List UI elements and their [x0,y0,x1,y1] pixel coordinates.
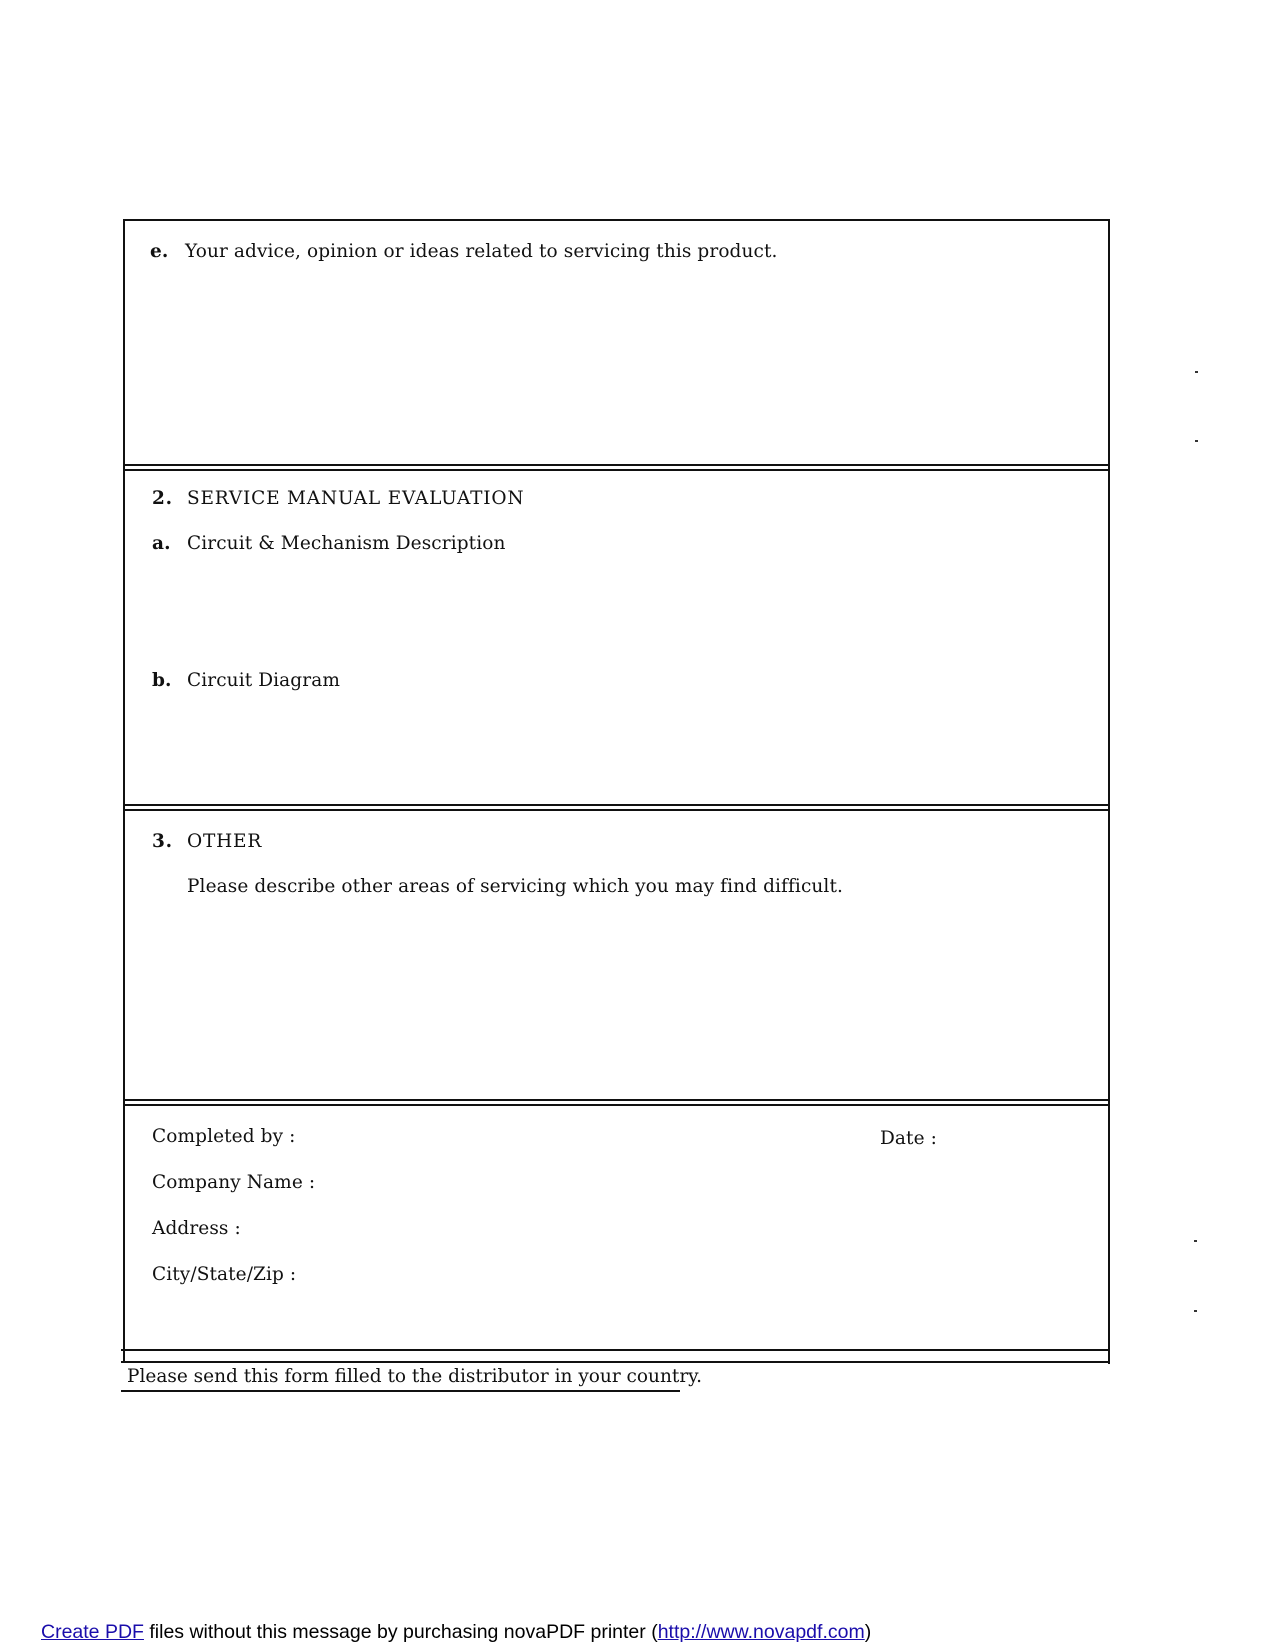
section-2a-item [152,533,505,555]
section-2a-marker: a. [152,533,171,554]
divider-double-line [123,464,1110,466]
company-name-field[interactable] [320,1170,1100,1196]
section-2-number: 2. [152,488,173,509]
address-field[interactable] [250,1216,1100,1242]
section-3-prompt: Please describe other areas of servicing which you may find difficult. [187,876,843,897]
section-2-heading [152,488,524,510]
scan-artifact [1195,440,1198,442]
watermark-text: files without this message by purchasing novaPDF printer ( [143,1621,658,1643]
completed-by-field[interactable] [300,1124,860,1150]
divider-double-line [123,804,1110,806]
completed-by-label: Completed by : [152,1126,296,1147]
city-state-zip-label: City/State/Zip : [152,1264,297,1285]
watermark-close-paren: ) [864,1621,872,1643]
create-pdf-link[interactable]: Create PDF [41,1621,144,1643]
date-field[interactable] [940,1124,1100,1150]
scan-artifact [1194,1240,1197,1242]
form-border-bottom-inner [121,1349,1109,1351]
section-e-question [150,241,778,263]
section-3-title: OTHER [187,831,263,852]
section-2b-marker: b. [152,670,172,691]
section-2b-answer-area[interactable] [125,698,1108,802]
city-state-zip-field[interactable] [305,1262,1100,1288]
divider-double-line [123,809,1110,811]
section-3-heading [152,831,262,853]
footer-underline [121,1390,680,1392]
section-2b-text: Circuit Diagram [187,670,340,691]
form-border-right [1108,219,1110,1364]
section-e-marker: e. [150,241,169,262]
section-2-title: SERVICE MANUAL EVALUATION [187,488,525,509]
scan-artifact [1194,1310,1197,1312]
address-label: Address : [152,1218,241,1239]
novapdf-url-link[interactable]: http://www.novapdf.com [657,1621,865,1643]
section-3-answer-area[interactable] [125,905,1108,1095]
date-label: Date : [880,1128,937,1149]
section-e-answer-area[interactable] [125,270,1108,462]
divider-double-line [123,1104,1110,1106]
form-border-bottom [121,1361,1109,1363]
footer-instruction: Please send this form filled to the distributor in your country. [127,1366,703,1387]
divider-double-line [123,1099,1110,1101]
divider-double-line [123,469,1110,471]
section-e-text: Your advice, opinion or ideas related to servicing this product. [185,241,778,262]
novapdf-watermark [41,1621,871,1643]
section-2a-answer-area[interactable] [125,560,1108,670]
scan-artifact [1195,371,1198,373]
company-name-label: Company Name : [152,1172,316,1193]
section-2b-item [152,670,340,692]
section-3-number: 3. [152,831,173,852]
section-2a-text: Circuit & Mechanism Description [187,533,506,554]
form-border-top [123,219,1110,221]
